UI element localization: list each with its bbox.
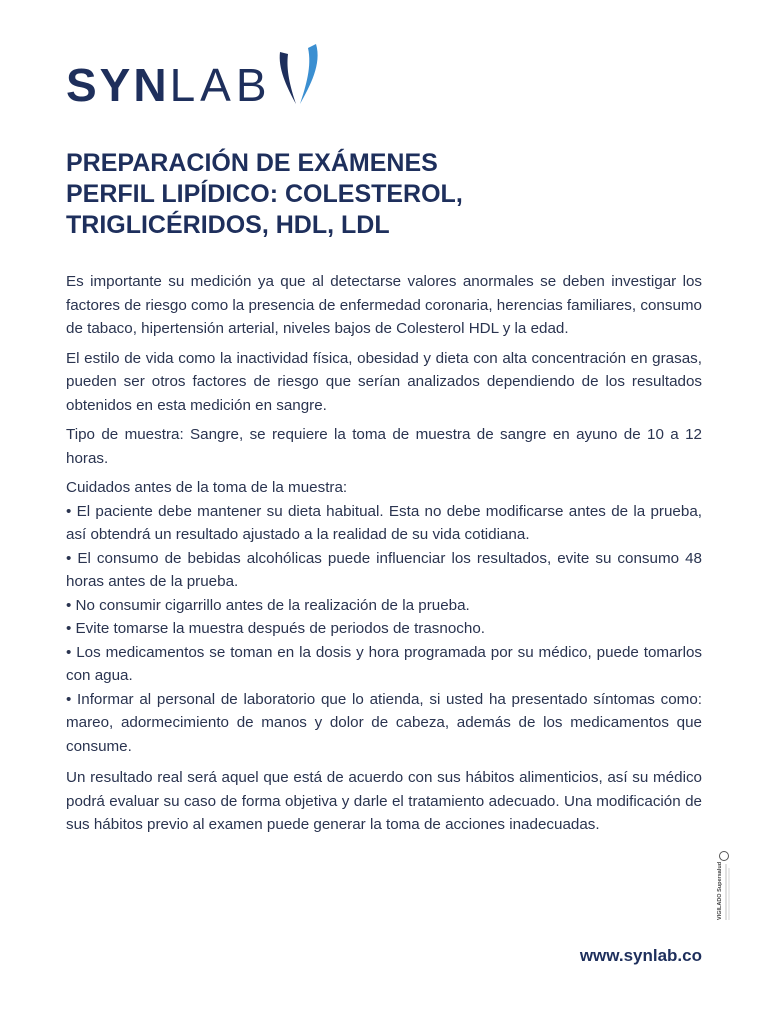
list-item: • Los medicamentos se toman en la dosis y hora programada por su médico, puede tomarlos con agua. (66, 643, 702, 684)
logo-text-bold: SYN (66, 59, 170, 111)
footer-url: www.synlab.co (579, 946, 702, 965)
vigilado-supersalud-seal (712, 850, 736, 922)
list-item: • El consumo de bebidas alcohólicas puede influenciar los resultados, evite su consumo 48 horas antes de la prueba. (66, 549, 702, 590)
title-line-1: PREPARACIÓN DE EXÁMENES (66, 149, 438, 177)
paragraph-3: Tipo de muestra: Sangre, se requiere la toma de muestra de sangre en ayuno de 10 a 12 horas. (66, 426, 702, 467)
title-line-3: TRIGLICÉRIDOS, HDL, LDL (66, 211, 390, 239)
document-body (66, 270, 702, 843)
synlab-logo (66, 40, 322, 110)
logo-wave-icon (276, 42, 322, 108)
list-item: • Informar al personal de laboratorio que lo atienda, si usted ha presentado síntomas como: mareo, adormecimiento de manos y dolor de cabeza, además de los medicamentos que consume. (66, 690, 702, 755)
list-item: • No consumir cigarrillo antes de la realización de la prueba. (66, 596, 470, 614)
list-item: • El paciente debe mantener su dieta habitual. Esta no debe modificarse antes de la prueba, así obtendrá un resultado ajustado a la realidad de su vida cotidiana. (66, 502, 702, 543)
title-line-2: PERFIL LIPÍDICO: COLESTEROL, (66, 180, 463, 208)
paragraph-2: El estilo de vida como la inactividad física, obesidad y dieta con alta concentración en grasas, pueden ser otros factores de riesgo que serían analizados dependiendo de los resultados obtenidos en esta medición en sangre. (66, 349, 702, 414)
list-item: • Evite tomarse la muestra después de periodos de trasnocho. (66, 620, 485, 637)
care-heading: Cuidados antes de la toma de la muestra: (66, 479, 348, 496)
logo-wordmark (66, 59, 272, 111)
care-list (66, 476, 702, 758)
page-title (66, 148, 706, 241)
paragraph-1: Es importante su medición ya que al detectarse valores anormales se deben investigar los factores de riesgo como la presencia de enfermedad coronaria, herencias familiares, consumo de tabaco, hipertensión arterial, niveles bajos de Colesterol HDL y la edad. (66, 273, 702, 337)
logo-text-light: LAB (169, 59, 272, 111)
paragraph-4: Un resultado real será aquel que está de acuerdo con sus hábitos alimenticios, así su médico podrá evaluar su caso de forma objetiva y darle el tratamiento adecuado. Una modificación de sus hábitos previo al examen puede generar la toma de acciones inadecuadas. (66, 769, 702, 833)
vigilado-text: VIGILADO Supersalud (717, 861, 723, 920)
